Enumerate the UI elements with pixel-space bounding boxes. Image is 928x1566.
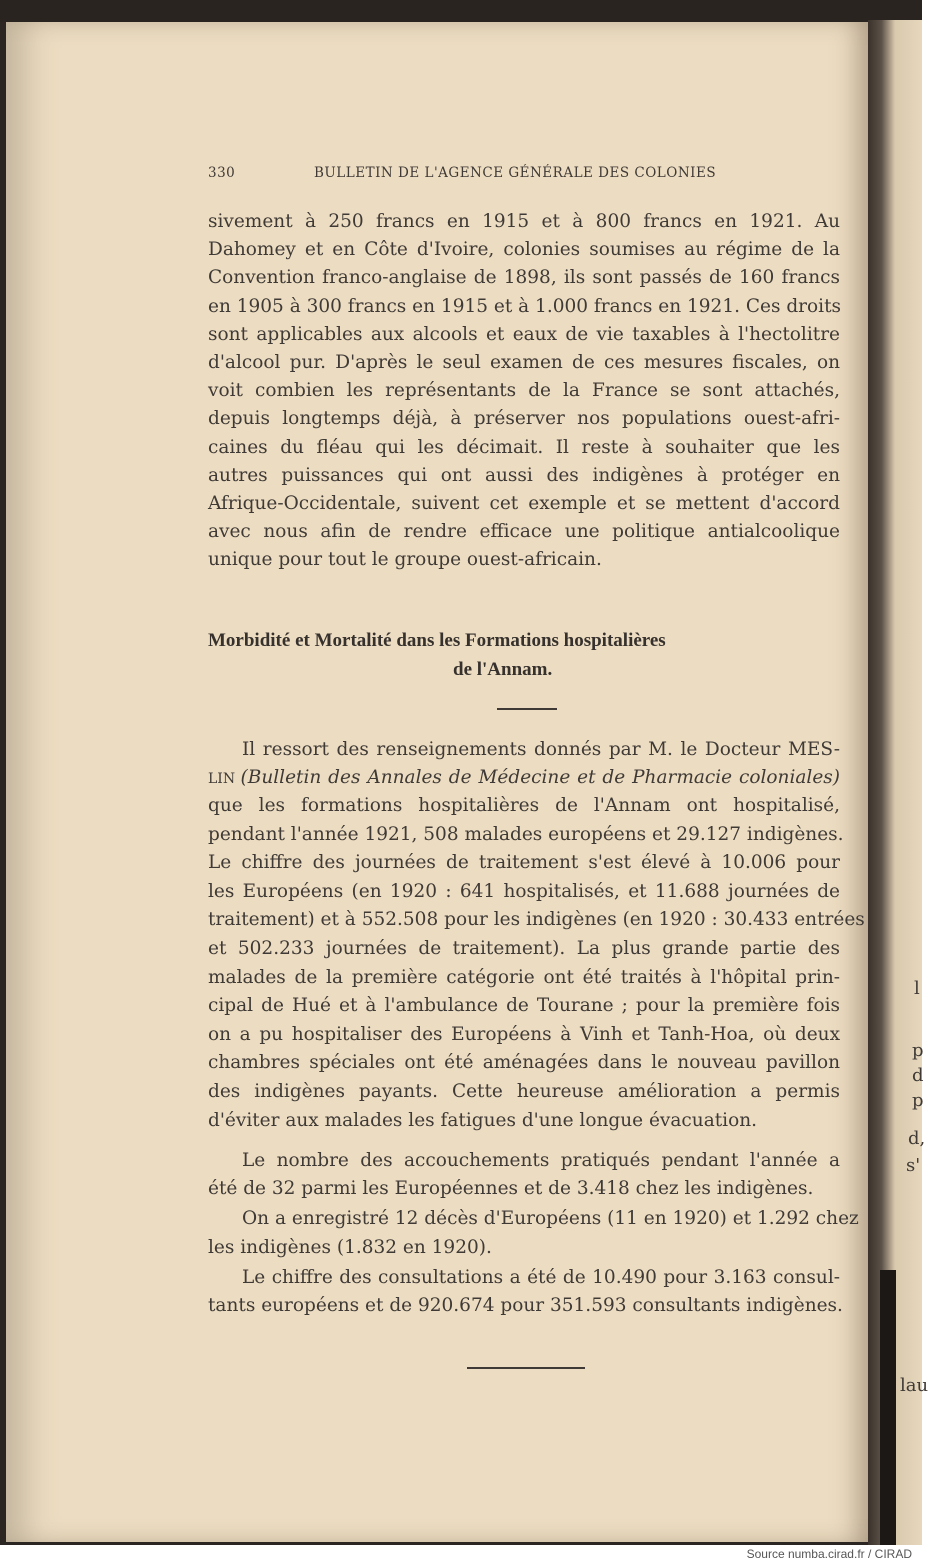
paragraph-1-line: autres puissances qui ont aussi des indigènes à protéger en [208,464,840,486]
paragraph-1-line: voit combien les représentants de la France se sont attachés, [208,380,840,402]
paragraph-2-line: Il ressort des renseignements donnés par M. le Docteur MES- [242,739,840,760]
paragraph-1-line: Convention franco-anglaise de 1898, ils sont passés de 160 francs [208,267,840,289]
paragraph-2-line: des indigènes payants. Cette heureuse amélioration a permis [208,1081,840,1102]
page-number: 330 [208,165,236,181]
facing-page-fragment: lau [900,1375,928,1396]
paragraph-2-line: pendant l'année 1921, 508 malades européens et 29.127 indigènes. [208,823,844,845]
paragraph-3-line: Le nombre des accouchements pratiqués pendant l'année a [242,1150,840,1171]
paragraph-1-line: Dahomey et en Côte d'Ivoire, colonies soumises au régime de la [208,239,840,261]
paragraph-1-line: en 1905 à 300 francs en 1915 et à 1.000 francs en 1921. Ces droits [208,295,842,317]
paragraph-4-line: On a enregistré 12 décès d'Européens (11 en 1920) et 1.292 chez [242,1208,859,1229]
bookmark-ribbon [880,1270,896,1545]
paragraph-2-line: cipal de Hué et à l'ambulance de Tourane ; pour la première fois [208,995,840,1017]
paragraph-2-line: et 502.233 journées de traitement). La plus grande partie des [208,938,840,959]
source-credit: Source numba.cirad.fr / CIRAD [746,1547,912,1561]
paragraph-1-line: depuis longtemps déjà, à préserver nos populations ouest-afri- [208,408,840,430]
paragraph-2-line: on a pu hospitaliser des Européens à Vinh et Tanh-Hoa, où deux [208,1023,840,1045]
paragraph-2-line: chambres spéciales ont été aménagées dans le nouveau pavillon [208,1052,840,1074]
paragraph-1-line: d'alcool pur. D'après le seul examen de ces mesures fiscales, on [208,352,840,373]
facing-page-fragment: l [914,978,920,999]
facing-page-fragment: s' [906,1155,921,1176]
paragraph-5-line: Le chiffre des consultations a été de 10.490 pour 3.163 consul- [242,1267,840,1288]
paragraph-1-line: unique pour tout le groupe ouest-africain. [208,549,602,571]
paragraph-2-line: traitement) et à 552.508 pour les indigènes (en 1920 : 30.433 entrées [208,909,865,931]
citation: (Bulletin des Annales de Médecine et de Pharmacie coloniales) [240,767,840,788]
section-heading-line-2: de l'Annam. [453,659,553,680]
paragraph-2-line: malades de la première catégorie ont été traités à l'hôpital prin- [208,966,840,988]
paragraph-4-line: les indigènes (1.832 en 1920). [208,1237,492,1258]
running-title: BULLETIN DE L'AGENCE GÉNÉRALE DES COLONIES [314,165,717,181]
paragraph-2-line: d'éviter aux malades les fatigues d'une longue évacuation. [208,1109,758,1131]
end-rule [467,1367,585,1369]
paragraph-5-line: tants européens et de 920.674 pour 351.593 consultants indigènes. [208,1295,843,1316]
author-name-end: LIN [208,771,241,787]
paragraph-1-line: avec nous afin de rendre efficace une politique antialcoolique [208,521,840,543]
paragraph-1-line: caines du fléau qui les décimait. Il reste à souhaiter que les [208,436,840,458]
paragraph-1-line: sont applicables aux alcools et eaux de vie taxables à l'hectolitre [208,323,840,345]
paragraph-2-line [208,765,840,792]
section-heading-line-1: Morbidité et Mortalité dans les Formations hospitalières [208,630,666,651]
paragraph-3-line: été de 32 parmi les Européennes et de 3.418 chez les indigènes. [208,1178,814,1199]
paragraph-1-line: sivement à 250 francs en 1915 et à 800 francs en 1921. Au [208,211,840,232]
paragraph-2-line: Le chiffre des journées de traitement s'est élevé à 10.006 pour [208,852,840,874]
facing-page-fragment: d [912,1065,924,1086]
paragraph-1-line: Afrique-Occidentale, suivent cet exemple et se mettent d'accord [208,493,840,514]
paragraph-2-line: les Européens (en 1920 : 641 hospitalisés, et 11.688 journées de [208,880,840,902]
facing-page-fragment: p [912,1090,924,1111]
paragraph-2-line: que les formations hospitalières de l'Annam ont hospitalisé, [208,795,840,816]
book-top-edge [0,0,922,22]
facing-page-fragment: d, [908,1128,926,1149]
heading-divider [497,708,557,710]
facing-page-fragment: p [912,1040,924,1061]
